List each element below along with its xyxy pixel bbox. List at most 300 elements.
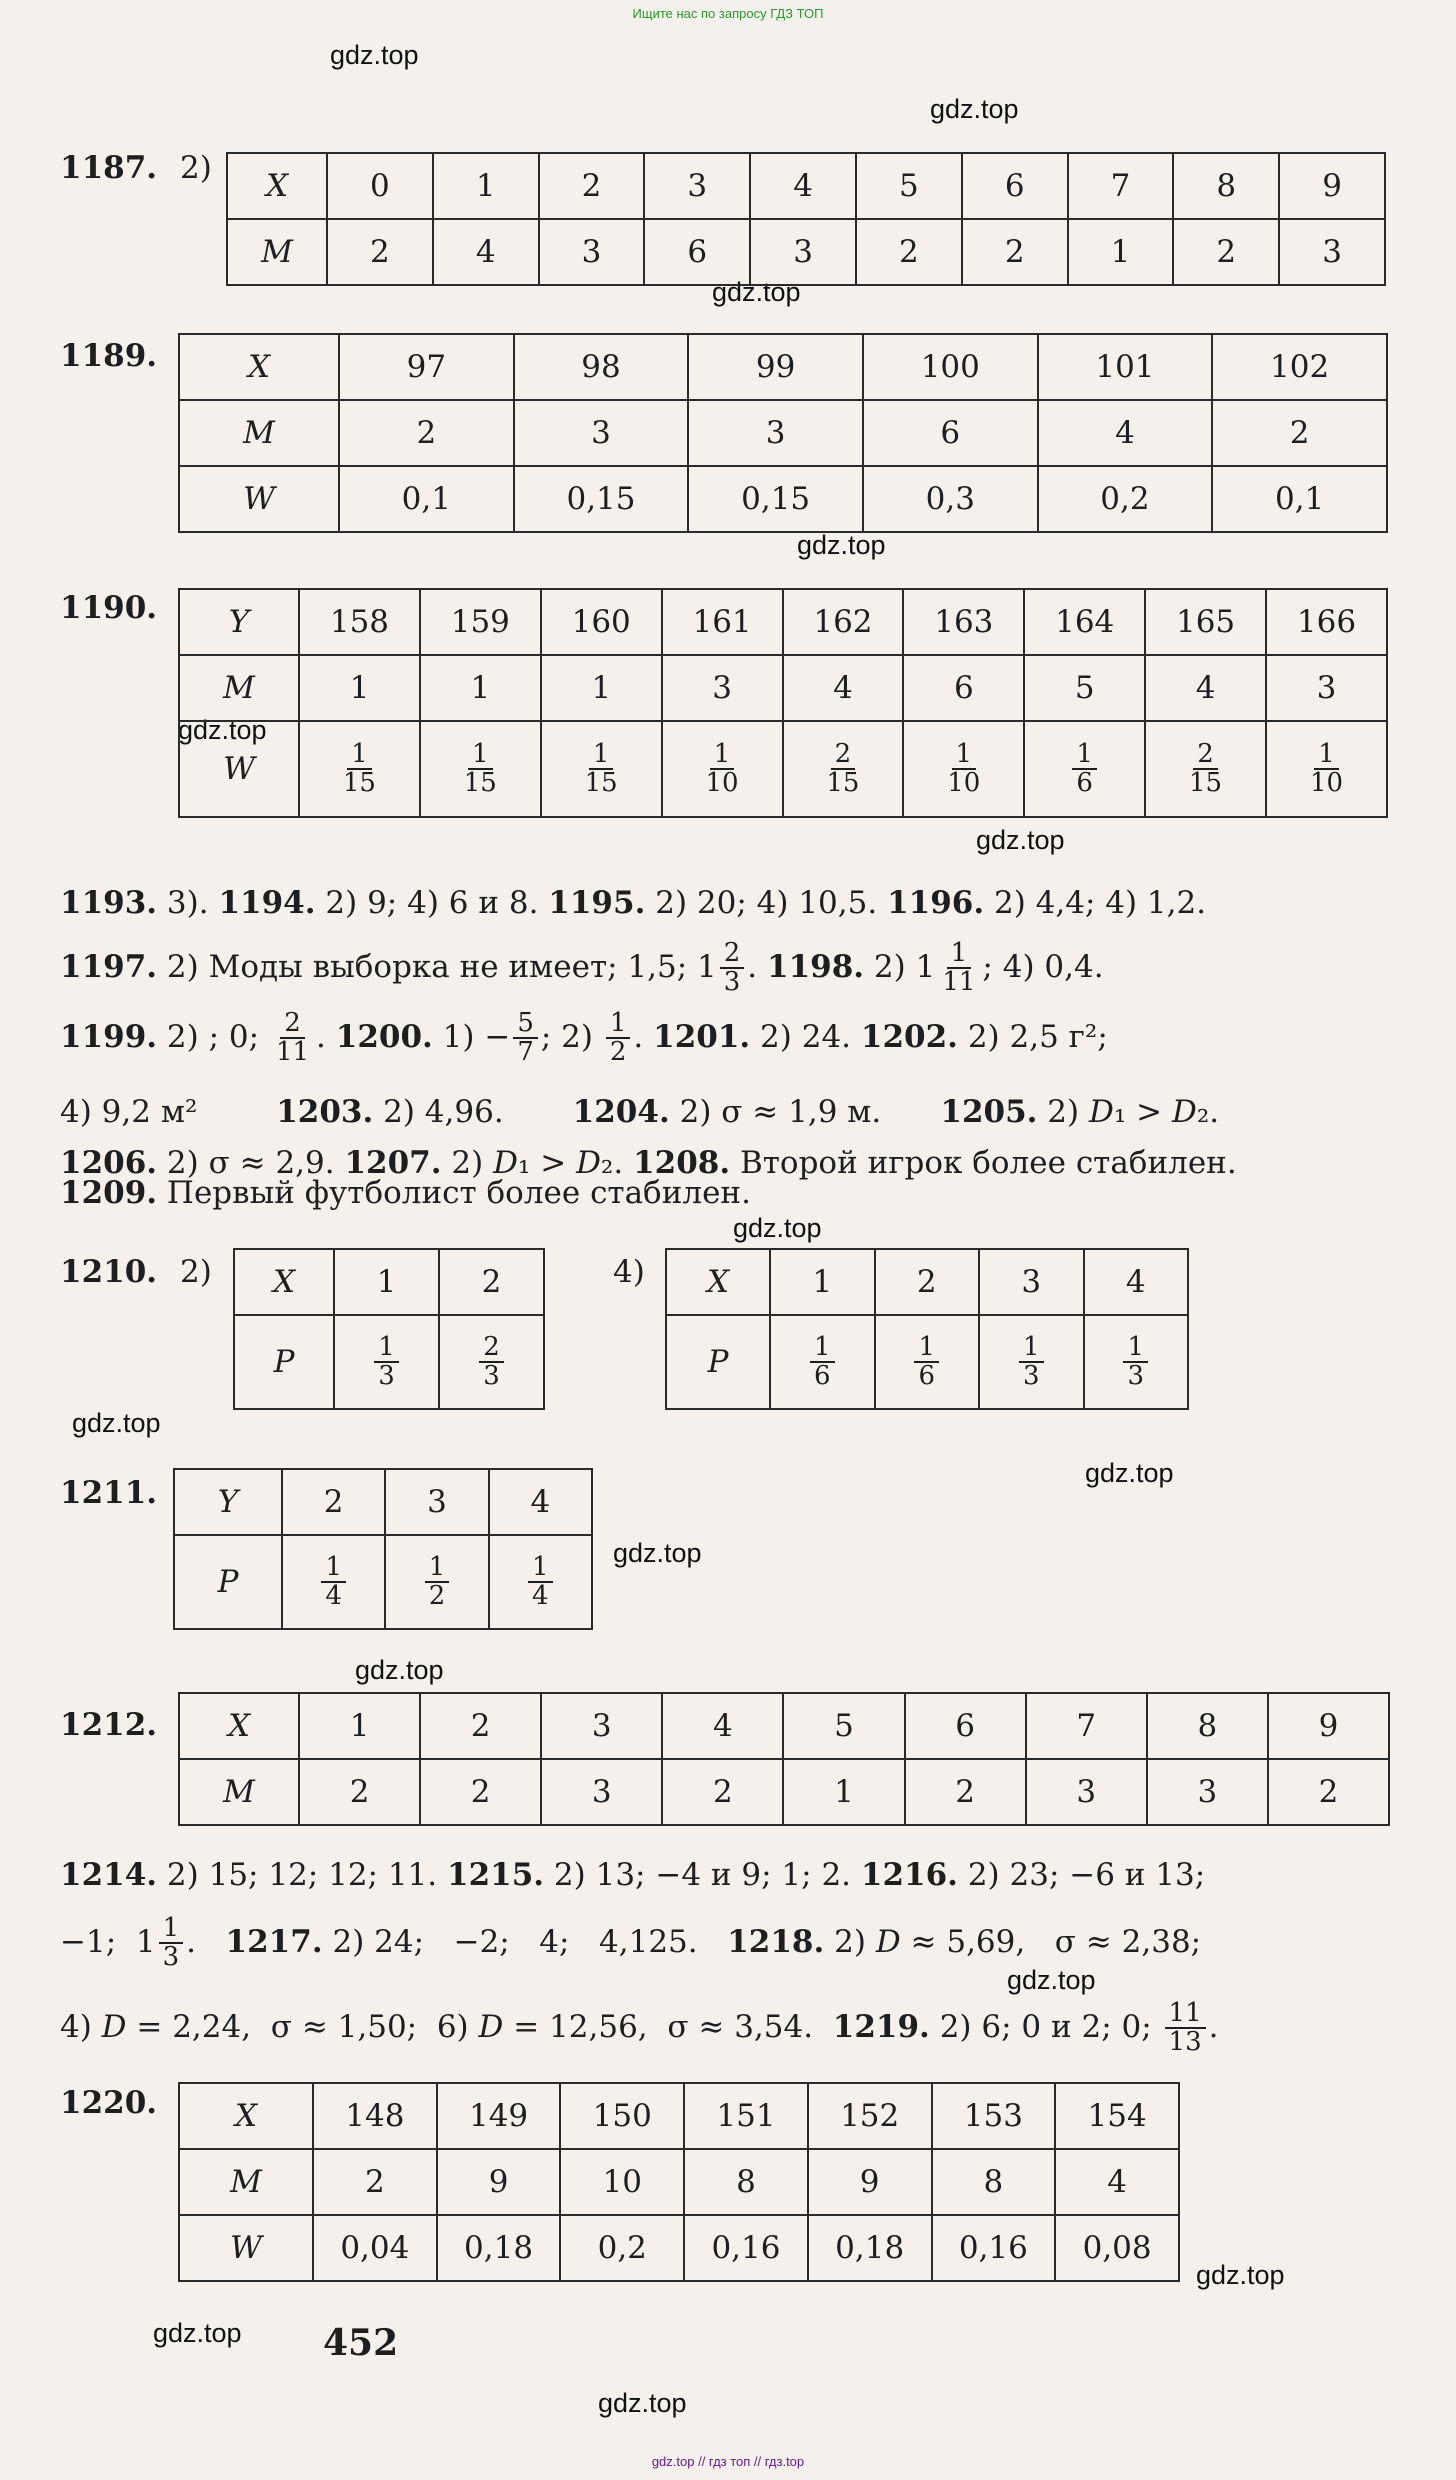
table-1210-4 [665,1248,1189,1410]
answer-text: ₂. [600,1145,634,1181]
numerator: 1 [710,741,735,770]
problem-number: 1194. [218,885,316,921]
cell: M [227,219,327,285]
fraction [943,738,984,798]
denominator: 3 [162,1942,180,1973]
fraction [1165,2000,1206,2057]
denominator: 4 [532,1581,549,1611]
answer-text: 2) 2,5 г²; [957,1018,1108,1055]
cell: 164 [1024,589,1145,655]
cell: 2 [539,153,645,219]
math-var: D [576,1145,601,1181]
watermark: gdz.top [178,715,267,745]
problem-number: 1193. [60,885,158,921]
footer-note: gdz.top // гдз топ // гдз.top [651,2454,805,2469]
answer-line [60,1175,751,1211]
page-number: 452 [323,2322,399,2364]
cell: 5 [856,153,962,219]
table-row [179,334,1387,400]
cell: 1 [420,655,541,721]
cell: 101 [1038,334,1213,400]
cell: W [179,466,339,532]
answer-line [60,1915,1201,1972]
cell: 2 [962,219,1068,285]
answer-text: 2) 4,4; 4) 1,2. [984,885,1207,921]
cell: 0 [327,153,433,219]
table-row [174,1535,592,1629]
cell: 3 [750,219,856,285]
problem-number: 1196. [887,885,985,921]
answer-text: 2) σ ≈ 2,9. [157,1145,345,1181]
answer-text: Первый футболист более стабилен. [157,1175,751,1211]
cell: 166 [1266,589,1387,655]
math-var: D [875,1923,901,1960]
cell: 2 [905,1759,1026,1825]
cell: 3 [979,1249,1084,1315]
fraction [513,1010,538,1067]
answer-text: 2) 20; 4) 10,5. [645,885,888,921]
cell [282,1535,385,1629]
cell: 6 [962,153,1068,219]
numerator: 2 [479,1334,504,1363]
answer-text: 2) [824,1923,876,1960]
fraction [460,738,501,798]
answer-text: ; 2) [540,1018,603,1055]
numerator: 2 [280,1010,305,1039]
subitem-label: 2) [180,150,212,186]
fraction [1123,1331,1148,1391]
problem-number: 1206. [60,1145,158,1181]
denominator: 3 [483,1361,500,1391]
answer-text: . [316,1018,336,1055]
cell: 3 [541,1693,662,1759]
fraction [374,1331,399,1391]
cell: 0,2 [1038,466,1213,532]
cell: M [179,1759,299,1825]
table-row [666,1249,1188,1315]
watermark: gdz.top [797,530,886,560]
answer-text: 4) 9,2 м² [60,1094,277,1130]
fraction [1306,738,1347,798]
problem-number: 1211. [60,1475,158,1511]
cell: 0,08 [1055,2215,1179,2281]
numerator: 1 [914,1334,939,1363]
table-row [179,400,1387,466]
fraction [425,1551,450,1611]
table-row [234,1315,544,1409]
problem-number: 1198. [767,948,865,985]
cell: 0,16 [932,2215,1056,2281]
math-var: D [1171,1094,1197,1130]
cell [439,1315,544,1409]
problem-number: 1200. [335,1018,433,1055]
cell: 154 [1055,2083,1179,2149]
fraction [1019,1331,1044,1391]
problem-number: 1212. [60,1707,158,1743]
cell: 165 [1145,589,1266,655]
problem-number: 1209. [60,1175,158,1211]
table-row [227,219,1385,285]
answer-line [60,1857,1206,1893]
denominator: 7 [517,1037,534,1068]
answer-text: 2) 24. [750,1018,861,1055]
numerator: 1 [952,741,977,770]
cell: 150 [560,2083,684,2149]
table-row [179,655,1387,721]
watermark: gdz.top [1007,1965,1096,1995]
fraction [702,738,743,798]
numerator: 2 [720,940,745,969]
answer-line [60,2000,1219,2057]
cell: 5 [1024,655,1145,721]
answer-text: 2) σ ≈ 1,9 м. [669,1094,941,1130]
table-row [174,1469,592,1535]
fraction [1185,738,1226,798]
watermark: gdz.top [613,1538,702,1568]
cell [385,1535,488,1629]
numerator: 1 [947,940,972,969]
answer-text: . [1208,2008,1219,2045]
cell: 161 [662,589,783,655]
denominator: 3 [723,967,741,998]
cell: 0,2 [560,2215,684,2281]
cell: 7 [1068,153,1174,219]
cell: 9 [808,2149,932,2215]
table-1210-2 [233,1248,545,1410]
cell [489,1535,592,1629]
answer-line [60,1010,1108,1067]
answer-line [60,885,1207,921]
answer-text: Второй игрок более стабилен. [730,1145,1237,1181]
cell: 2 [313,2149,437,2215]
numerator: 1 [425,1554,450,1583]
numerator: 2 [1193,741,1218,770]
watermark: gdz.top [733,1213,822,1243]
cell: 2 [1268,1759,1389,1825]
answer-text: . [747,948,767,985]
cell: Y [179,589,299,655]
answer-text: ₂. [1196,1094,1220,1130]
cell: 158 [299,589,420,655]
problem-number: 1203. [276,1094,374,1130]
answer-text: 1) − [432,1018,511,1055]
denominator: 11 [942,967,976,998]
table-1189 [178,333,1388,533]
cell [1145,721,1266,817]
cell: 148 [313,2083,437,2149]
cell: 99 [688,334,863,400]
cell: 4 [1038,400,1213,466]
denominator: 10 [947,768,981,798]
denominator: 15 [584,768,618,798]
table-1212 [178,1692,1390,1826]
cell: 153 [932,2083,1056,2149]
denominator: 15 [1189,768,1223,798]
watermark: gdz.top [355,1655,444,1685]
cell: 3 [1279,219,1385,285]
cell: 3 [541,1759,662,1825]
problem-number: 1199. [60,1018,158,1055]
denominator: 13 [1168,2027,1202,2058]
cell: 0,18 [437,2215,561,2281]
cell: 102 [1212,334,1387,400]
problem-number: 1187. [60,150,158,186]
cell: 1 [770,1249,875,1315]
table-row [234,1249,544,1315]
fraction [581,738,622,798]
fraction [720,940,745,997]
cell: 163 [903,589,1024,655]
cell: 3 [662,655,783,721]
answer-text: 2) 24; −2; 4; 4,125. [322,1923,728,1960]
numerator: 1 [347,741,372,770]
cell: 2 [439,1249,544,1315]
problem-number: 1216. [860,1857,958,1893]
answer-text: 2) Моды выборка не имеет; 1,5; 1 [157,948,717,985]
cell: 151 [684,2083,808,2149]
answer-text: = 2,24, σ ≈ 1,50; 6) [126,2008,479,2045]
math-var: D [478,2008,504,2045]
cell: 4 [783,655,904,721]
cell: 152 [808,2083,932,2149]
numerator: 1 [1314,741,1339,770]
cell [1084,1315,1189,1409]
numerator: 1 [1019,1334,1044,1363]
cell: 9 [1268,1693,1389,1759]
problem-number: 1204. [572,1094,670,1130]
answer-text: 2) 1 [864,948,936,985]
problem-number: 1197. [60,948,158,985]
cell: P [234,1315,334,1409]
problem-number: 1190. [60,590,158,626]
cell: W [179,721,299,817]
problem-number: 1220. [60,2085,158,2121]
cell: 149 [437,2083,561,2149]
cell [541,721,662,817]
fraction [339,738,380,798]
answer-text: ₁ > [517,1145,577,1181]
numerator: 1 [159,1915,184,1944]
table-1220 [178,2082,1180,2282]
denominator: 11 [275,1037,310,1068]
cell: 1 [433,153,539,219]
problem-number: 1215. [447,1857,545,1893]
cell [420,721,541,817]
problem-number: 1219. [832,2008,930,2045]
answer-text: 2) 4,96. [373,1094,573,1130]
cell: 0,04 [313,2215,437,2281]
cell [299,721,420,817]
cell: 1 [299,655,420,721]
answer-text: 2) 9; 4) 6 и 8. [315,885,549,921]
numerator: 2 [831,741,856,770]
cell [979,1315,1084,1409]
cell [875,1315,980,1409]
cell: X [234,1249,334,1315]
cell: 3 [644,153,750,219]
problem-number: 1207. [344,1145,442,1181]
cell: P [174,1535,282,1629]
cell: 0,3 [863,466,1038,532]
problem-number: 1217. [225,1923,323,1960]
cell: 0,16 [684,2215,808,2281]
watermark: gdz.top [1196,2260,1285,2290]
cell: 0,18 [808,2215,932,2281]
table-1211 [173,1468,593,1630]
cell: M [179,655,299,721]
cell: 3 [539,219,645,285]
answer-text: ; 4) 0,4. [982,948,1104,985]
answer-text: . [186,1923,226,1960]
denominator: 2 [609,1037,627,1068]
denominator: 3 [378,1361,395,1391]
cell: 4 [433,219,539,285]
table-row [179,2215,1179,2281]
problem-number: 1214. [60,1857,158,1893]
denominator: 10 [705,768,739,798]
denominator: 2 [428,1581,446,1611]
cell: 0,1 [1212,466,1387,532]
answer-text: ≈ 5,69, σ ≈ 2,38; [900,1923,1202,1960]
cell: 4 [662,1693,783,1759]
cell [783,721,904,817]
table-1187 [226,152,1386,286]
cell: 100 [863,334,1038,400]
subitem-label: 2) [180,1254,212,1290]
watermark: gdz.top [712,277,801,307]
cell: 9 [437,2149,561,2215]
table-row [666,1315,1188,1409]
cell: 10 [560,2149,684,2215]
cell: 2 [420,1759,541,1825]
problem-number: 1195. [548,885,646,921]
denominator: 15 [826,768,860,798]
table-row [179,2083,1179,2149]
cell [903,721,1024,817]
fraction [1072,738,1097,798]
cell: X [227,153,327,219]
cell: 2 [420,1693,541,1759]
cell: 159 [420,589,541,655]
table-row [179,466,1387,532]
answer-line [60,940,1104,997]
numerator: 1 [589,741,614,770]
answer-text: 3). [157,885,219,921]
math-var: D [101,2008,127,2045]
numerator: 1 [1072,741,1097,770]
cell: 4 [750,153,856,219]
table-row [227,153,1385,219]
numerator: 1 [810,1334,835,1363]
watermark: gdz.top [976,825,1065,855]
answer-text: 2) 13; −4 и 9; 1; 2. [544,1857,861,1893]
problem-number: 1210. [60,1254,158,1290]
cell: 0,15 [688,466,863,532]
answer-text: 2) [1037,1094,1089,1130]
cell: 97 [339,334,514,400]
cell: 5 [783,1693,904,1759]
cell [662,721,783,817]
fraction [321,1551,346,1611]
table-row [179,2149,1179,2215]
denominator: 4 [325,1581,342,1611]
cell: M [179,400,339,466]
header-note: Ищите нас по запросу ГДЗ ТОП [632,6,824,21]
cell: 2 [282,1469,385,1535]
fraction [528,1551,553,1611]
fraction [810,1331,835,1391]
numerator: 1 [374,1334,399,1363]
table-1190 [178,588,1388,818]
denominator: 3 [1127,1361,1145,1391]
fraction [938,940,979,997]
cell: 160 [541,589,662,655]
cell: 4 [1084,1249,1189,1315]
fraction [914,1331,939,1391]
numerator: 1 [468,741,493,770]
watermark: gdz.top [153,2318,242,2348]
answer-text: 2) 6; 0 и 2; 0; [929,2008,1162,2045]
cell: 2 [856,219,962,285]
cell: 2 [1212,400,1387,466]
cell: 4 [1055,2149,1179,2215]
cell: 3 [514,400,689,466]
denominator: 10 [1309,768,1344,798]
watermark: gdz.top [72,1408,161,1438]
cell: 4 [1145,655,1266,721]
cell [1266,721,1387,817]
numerator: 1 [528,1554,553,1583]
cell: 2 [662,1759,783,1825]
fraction [606,1010,631,1067]
cell: 2 [339,400,514,466]
problem-number: 1201. [653,1018,751,1055]
cell [334,1315,439,1409]
denominator: 6 [1076,768,1093,798]
cell: 2 [299,1759,420,1825]
cell: 1 [334,1249,439,1315]
denominator: 6 [918,1361,936,1391]
cell: 6 [863,400,1038,466]
answer-text: −1; 1 [60,1923,156,1960]
math-var: D [1088,1094,1114,1130]
cell: 0,1 [339,466,514,532]
problem-number: 1218. [727,1923,825,1960]
cell [1024,721,1145,817]
cell: 8 [932,2149,1056,2215]
cell: 0,15 [514,466,689,532]
numerator: 11 [1165,2000,1206,2029]
cell: 8 [684,2149,808,2215]
cell: 3 [1026,1759,1147,1825]
cell: M [179,2149,313,2215]
cell: 1 [541,655,662,721]
cell: 3 [688,400,863,466]
cell: 6 [903,655,1024,721]
cell: 2 [327,219,433,285]
answer-text: 2) 15; 12; 12; 11. [157,1857,447,1893]
problem-number: 1189. [60,338,158,374]
cell: 2 [875,1249,980,1315]
cell: W [179,2215,313,2281]
denominator: 15 [342,768,376,798]
cell: 1 [783,1759,904,1825]
cell: 3 [1147,1759,1268,1825]
cell: 4 [489,1469,592,1535]
cell: 7 [1026,1693,1147,1759]
answer-text: 2) 23; −6 и 13; [957,1857,1206,1893]
numerator: 5 [513,1010,538,1039]
